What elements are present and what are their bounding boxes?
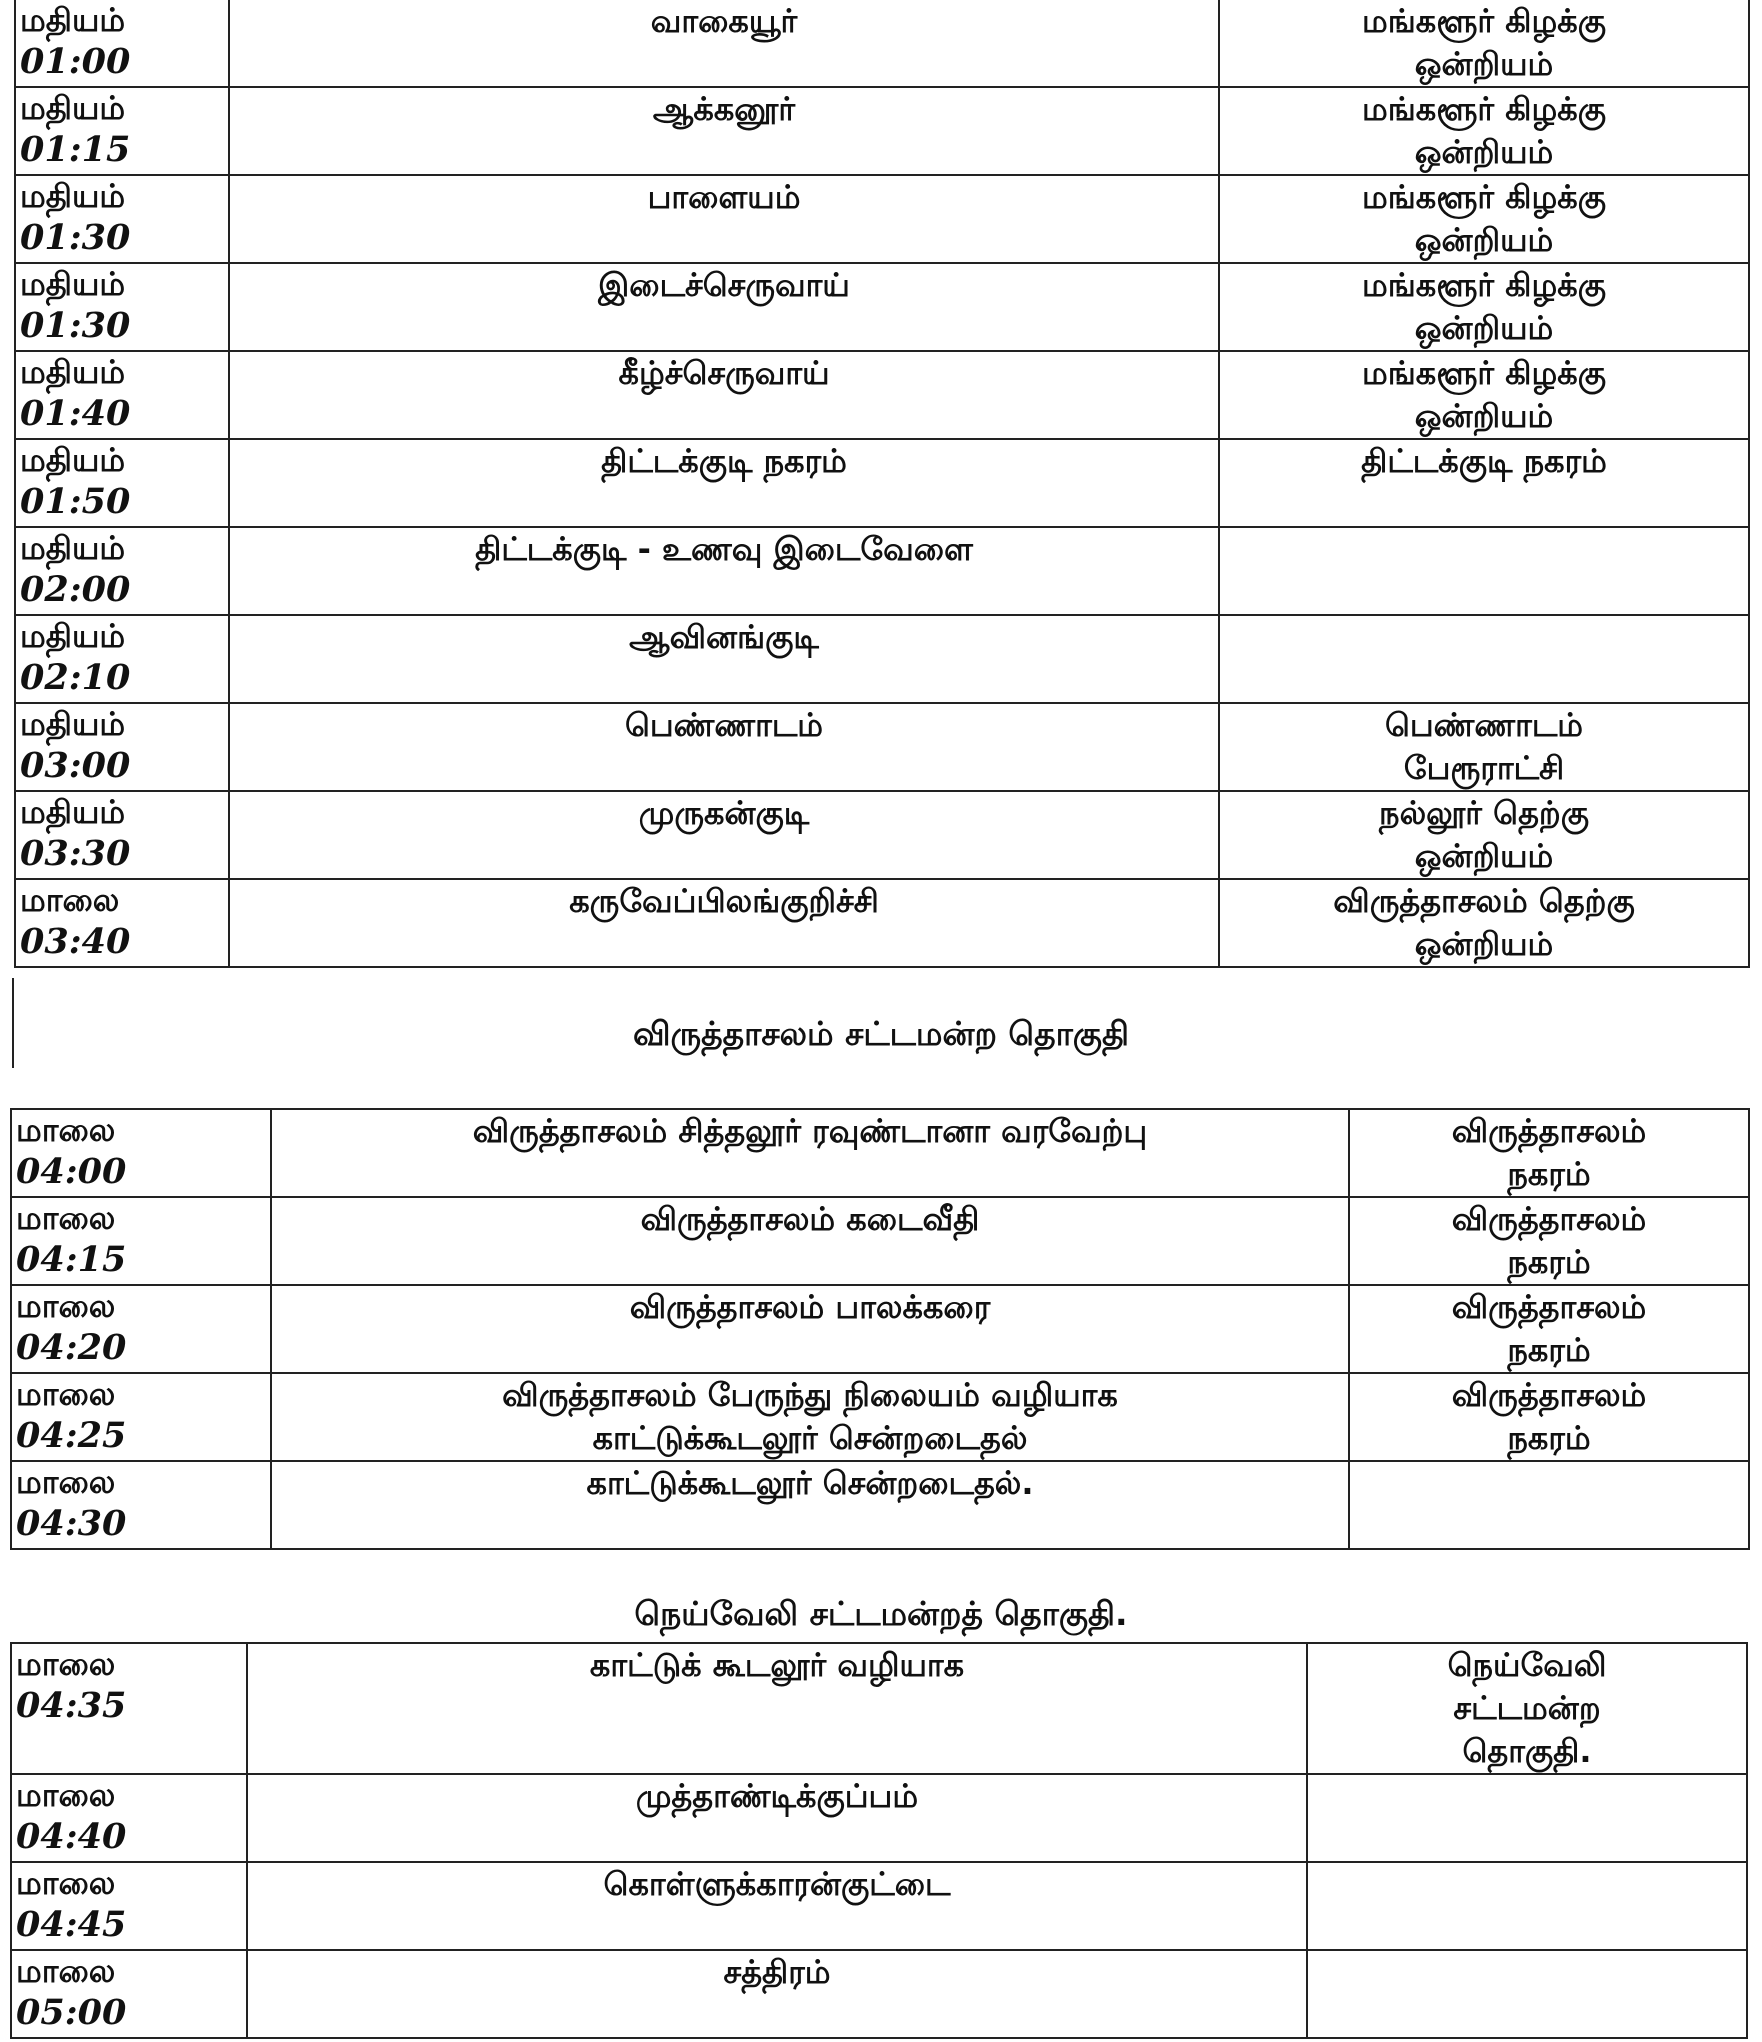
time-period: மதியம் (20, 265, 126, 303)
area-cell (1219, 791, 1749, 879)
time-value: 01:30 (20, 305, 131, 346)
area-line: நகரம் (1507, 1243, 1591, 1281)
time-period: மாலை (16, 1952, 116, 1990)
place-cell (271, 1109, 1349, 1197)
time-value: 01:40 (20, 393, 131, 434)
place-cell: திட்டக்குடி நகரம் (229, 439, 1219, 527)
area-line: நகரம் (1507, 1419, 1591, 1457)
place-cell: கருவேப்பிலங்குறிச்சி (229, 879, 1219, 967)
area-line: ஒன்றியம் (1414, 221, 1554, 259)
area-line: சட்டமன்ற (1453, 1689, 1601, 1727)
area-line: நகரம் (1507, 1331, 1591, 1369)
time-value: 02:10 (20, 657, 131, 698)
area-line: விருத்தாசலம் (1451, 1200, 1647, 1238)
time-period: மாலை (16, 1645, 116, 1683)
time-period: மதியம் (20, 529, 126, 567)
place-cell (271, 1197, 1349, 1285)
table-row (11, 1774, 1747, 1862)
time-period: மதியம் (20, 353, 126, 391)
table-row (15, 175, 1749, 263)
time-value: 03:00 (20, 745, 131, 786)
time-period: மாலை (16, 1463, 116, 1501)
time-cell (15, 439, 229, 527)
table-row (11, 1862, 1747, 1950)
table-row (11, 1197, 1749, 1285)
time-cell (11, 1461, 271, 1549)
table-row (15, 263, 1749, 351)
time-period: மதியம் (20, 89, 126, 127)
area-line: ஒன்றியம் (1414, 133, 1554, 171)
area-cell (1349, 1109, 1749, 1197)
time-period: மாலை (16, 1287, 116, 1325)
time-cell (15, 703, 229, 791)
heading-virudhachalam: விருத்தாசலம் சட்டமன்ற தொகுதி (633, 1014, 1129, 1053)
place-cell: சத்திரம் (247, 1950, 1307, 2038)
time-period: மாலை (16, 1864, 116, 1902)
place-cell: கீழ்ச்செருவாய் (229, 351, 1219, 439)
time-cell (11, 1774, 247, 1862)
time-cell (15, 615, 229, 703)
time-period: மாலை (16, 1111, 116, 1149)
table-row (11, 1643, 1747, 1774)
time-value: 04:30 (16, 1503, 127, 1544)
place-cell (271, 1461, 1349, 1549)
area-cell (1349, 1373, 1749, 1461)
time-period: மதியம் (20, 1, 126, 39)
table-row (11, 1950, 1747, 2038)
place-cell: ஆக்கனூர் (229, 87, 1219, 175)
time-value: 04:15 (16, 1239, 127, 1280)
time-cell (11, 1373, 271, 1461)
area-cell (1219, 175, 1749, 263)
time-value: 01:30 (20, 217, 131, 258)
schedule-table-2 (10, 1108, 1750, 1550)
place-cell (271, 1373, 1349, 1461)
area-cell (1219, 615, 1749, 703)
time-value: 01:00 (20, 41, 131, 82)
area-line: மங்களூர் கிழக்கு (1362, 178, 1606, 216)
area-line: ஒன்றியம் (1414, 837, 1554, 875)
place-cell: கொள்ளுக்காரன்குட்டை (247, 1862, 1307, 1950)
table-row (15, 87, 1749, 175)
table-row (11, 1109, 1749, 1197)
time-value: 04:25 (16, 1415, 127, 1456)
time-value: 04:00 (16, 1151, 127, 1192)
place-cell: வாகையூர் (229, 0, 1219, 87)
time-value: 04:20 (16, 1327, 127, 1368)
place-cell: காட்டுக் கூடலூர் வழியாக (247, 1643, 1307, 1774)
area-cell (1307, 1774, 1747, 1862)
area-line: பெண்ணாடம் (1384, 706, 1584, 744)
time-cell (11, 1643, 247, 1774)
place-cell: இடைச்செருவாய் (229, 263, 1219, 351)
time-period: மாலை (16, 1375, 116, 1413)
area-cell (1349, 1285, 1749, 1373)
area-line: பேரூராட்சி (1403, 749, 1565, 787)
time-value: 03:40 (20, 921, 131, 962)
time-cell (15, 0, 229, 87)
time-period: மாலை (20, 881, 120, 919)
area-cell (1219, 703, 1749, 791)
time-value: 01:50 (20, 481, 131, 522)
time-cell (11, 1109, 271, 1197)
time-cell (11, 1950, 247, 2038)
table-row (15, 879, 1749, 967)
table-row (15, 703, 1749, 791)
schedule-table-1 (14, 0, 1750, 968)
place-line: விருத்தாசலம் சித்தலூர் ரவுண்டானா வரவேற்பு (472, 1112, 1148, 1150)
time-cell (15, 879, 229, 967)
place-line: காட்டுக்கூடலூர் சென்றடைதல். (586, 1464, 1034, 1502)
time-cell (11, 1285, 271, 1373)
time-value: 03:30 (20, 833, 131, 874)
area-cell (1307, 1862, 1747, 1950)
time-value: 04:40 (16, 1816, 127, 1857)
table-row (15, 439, 1749, 527)
table-row (15, 791, 1749, 879)
time-value: 01:15 (20, 129, 131, 170)
place-cell: முத்தாண்டிக்குப்பம் (247, 1774, 1307, 1862)
area-cell (1219, 879, 1749, 967)
time-value: 04:35 (16, 1685, 127, 1726)
time-cell (15, 351, 229, 439)
area-line: மங்களூர் கிழக்கு (1362, 2, 1606, 40)
table-row (11, 1461, 1749, 1549)
area-line: விருத்தாசலம் (1451, 1288, 1647, 1326)
area-cell (1307, 1643, 1747, 1774)
time-period: மாலை (16, 1199, 116, 1237)
time-period: மதியம் (20, 705, 126, 743)
place-line: விருத்தாசலம் பாலக்கரை (629, 1288, 991, 1326)
area-line: மங்களூர் கிழக்கு (1362, 354, 1606, 392)
area-line: மங்களூர் கிழக்கு (1362, 90, 1606, 128)
time-cell (15, 263, 229, 351)
area-cell (1219, 0, 1749, 87)
time-period: மாலை (16, 1776, 116, 1814)
area-cell (1219, 263, 1749, 351)
table-row (11, 1285, 1749, 1373)
time-period: மதியம் (20, 793, 126, 831)
area-line: தொகுதி. (1462, 1732, 1592, 1770)
time-value: 05:00 (16, 1992, 127, 2033)
area-cell (1349, 1197, 1749, 1285)
time-value: 04:45 (16, 1904, 127, 1945)
table-row (11, 1373, 1749, 1461)
time-cell (15, 527, 229, 615)
area-line: விருத்தாசலம் தெற்கு (1333, 882, 1635, 920)
place-cell: ஆவினங்குடி (229, 615, 1219, 703)
time-period: மதியம் (20, 177, 126, 215)
area-line: திட்டக்குடி நகரம் (1361, 442, 1607, 480)
area-line: நகரம் (1507, 1155, 1591, 1193)
area-cell (1219, 351, 1749, 439)
area-line: ஒன்றியம் (1414, 925, 1554, 963)
time-cell (15, 791, 229, 879)
table-row (15, 615, 1749, 703)
time-cell (15, 175, 229, 263)
place-cell: பாளையம் (229, 175, 1219, 263)
schedule-table-3 (10, 1642, 1748, 2039)
area-cell (1219, 527, 1749, 615)
place-line: விருத்தாசலம் கடைவீதி (640, 1200, 980, 1238)
place-cell: முருகன்குடி (229, 791, 1219, 879)
time-period: மதியம் (20, 617, 126, 655)
table-row (15, 351, 1749, 439)
area-line: ஒன்றியம் (1414, 309, 1554, 347)
area-line: மங்களூர் கிழக்கு (1362, 266, 1606, 304)
area-cell (1349, 1461, 1749, 1549)
area-line: விருத்தாசலம் (1451, 1376, 1647, 1414)
heading-neyveli: நெய்வேலி சட்டமன்றத் தொகுதி. (634, 1594, 1128, 1633)
place-cell (271, 1285, 1349, 1373)
place-cell: பெண்ணாடம் (229, 703, 1219, 791)
time-cell (11, 1862, 247, 1950)
area-cell (1307, 1950, 1747, 2038)
area-line: நெய்வேலி (1447, 1646, 1607, 1684)
time-period: மதியம் (20, 441, 126, 479)
time-cell (15, 87, 229, 175)
area-line: நல்லூர் தெற்கு (1379, 794, 1589, 832)
time-value: 02:00 (20, 569, 131, 610)
table-row (15, 0, 1749, 87)
time-cell (11, 1197, 271, 1285)
place-line: விருத்தாசலம் பேருந்து நிலையம் வழியாக (502, 1376, 1118, 1414)
table-row (15, 527, 1749, 615)
place-line: காட்டுக்கூடலூர் சென்றடைதல் (592, 1419, 1028, 1457)
area-cell (1219, 439, 1749, 527)
area-line: ஒன்றியம் (1414, 397, 1554, 435)
area-cell (1219, 87, 1749, 175)
area-line: ஒன்றியம் (1414, 45, 1554, 83)
area-line: விருத்தாசலம் (1451, 1112, 1647, 1150)
place-cell: திட்டக்குடி - உணவு இடைவேளை (229, 527, 1219, 615)
